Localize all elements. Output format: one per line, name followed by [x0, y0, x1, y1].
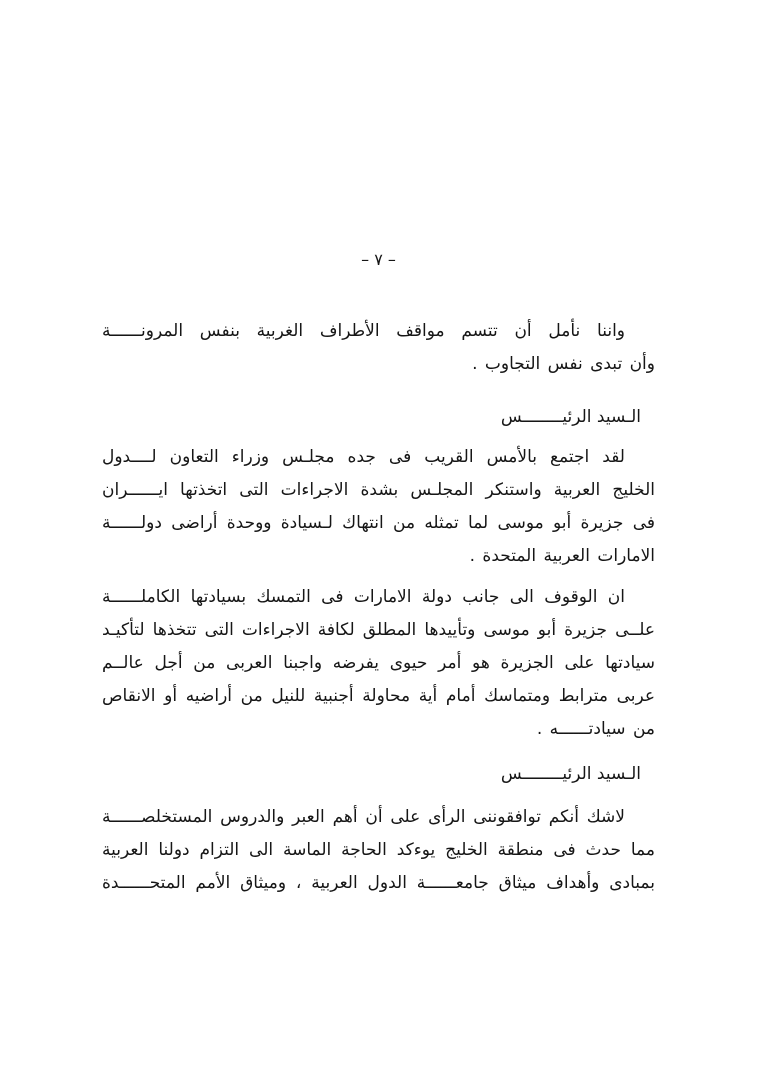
paragraph-line: بمبادى وأهداف ميثاق جامعــــــة الدول العربية ، وميثاق الأمم المتحــــــدة	[102, 873, 655, 893]
paragraph-line: لقد اجتمع بالأمس القريب فى جده مجلـس وزراء التعاون لــــدول	[102, 447, 625, 467]
paragraph-line: الخليج العربية واستنكر المجلـس بشدة الاجراءات التى اتخذتها ايــــــران	[102, 480, 655, 500]
paragraph-line: سيادتها على الجزيرة هو أمر حيوى يفرضه واجبنا العربى من أجل عالــم	[102, 653, 655, 673]
paragraph	[102, 315, 655, 381]
paragraph-line: واننا نأمل أن تتسم مواقف الأطراف الغربية بنفس المرونــــــة	[102, 321, 625, 341]
page-number: – ٧ –	[361, 250, 396, 269]
paragraph-line: فى جزيرة أبو موسى لما تمثله من انتهاك لـسيادة ووحدة أراضى دولــــــة	[102, 513, 655, 533]
paragraph-line: ان الوقوف الى جانب دولة الامارات فى التمسك بسيادتها الكاملــــــة	[102, 587, 625, 607]
paragraph	[102, 441, 655, 573]
paragraph	[102, 581, 655, 746]
paragraph-line: مما حدث فى منطقة الخليج يوءكد الحاجة الماسة الى التزام دولنا العربية	[102, 840, 655, 860]
heading-text: الـسيد الرئيــــــــس	[500, 407, 641, 427]
paragraph-line: من سيادتــــــه .	[536, 719, 655, 739]
paragraph-line: وأن تبدى نفس التجاوب .	[472, 354, 655, 374]
paragraph-line: عربى مترابط ومتماسك أمام أية محاولة أجنبية للنيل من أراضيه أو الانقاص	[102, 686, 655, 706]
paragraph-line: علــى جزيرة أبو موسى وتأييدها المطلق لكافة الاجراءات التى تتخذها لتأكيـد	[102, 620, 655, 640]
section-heading	[102, 758, 655, 791]
paragraph	[102, 801, 655, 900]
paragraph-line: الامارات العربية المتحدة .	[469, 546, 655, 566]
paragraph-line: لاشك أنكم توافقوننى الرأى على أن أهم العبر والدروس المستخلصــــــة	[102, 807, 625, 827]
section-heading	[102, 401, 655, 434]
heading-text: الـسيد الرئيــــــــس	[500, 764, 641, 784]
